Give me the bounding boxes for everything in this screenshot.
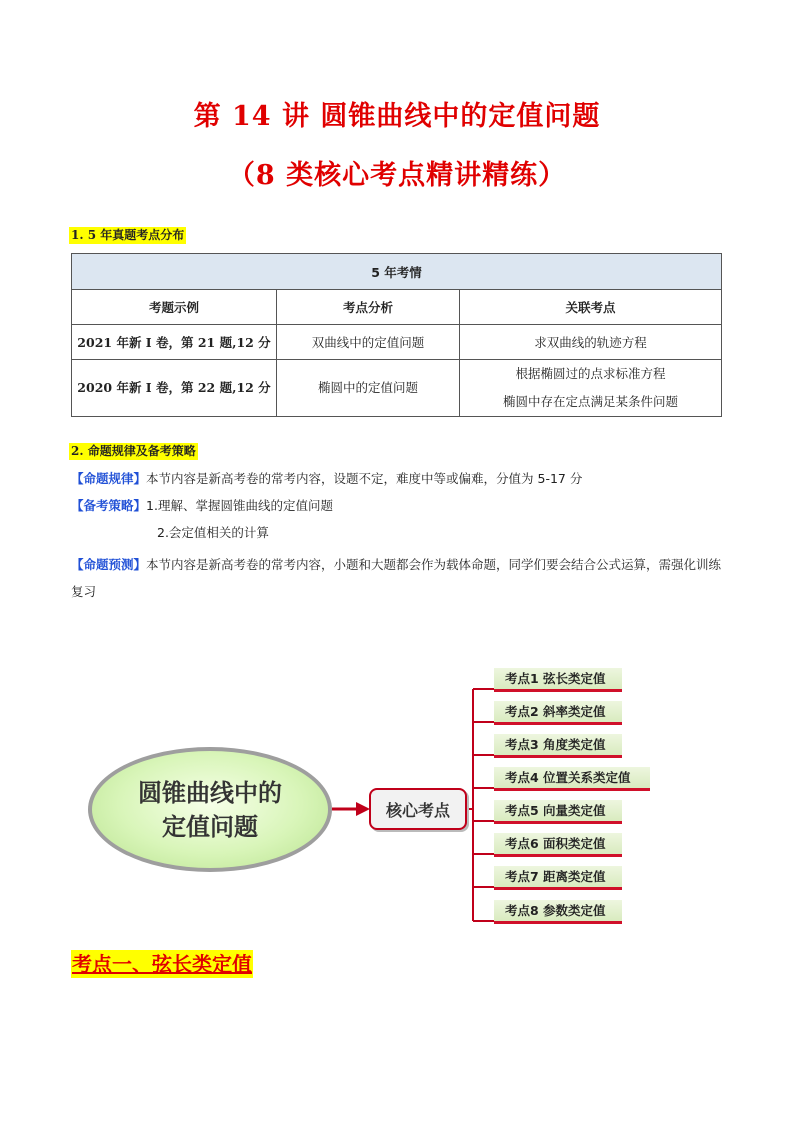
- mindmap-branch-8: 考点8 参数类定值: [494, 900, 622, 924]
- table-cell-related: 求双曲线的轨迹方程: [460, 325, 722, 360]
- table-cell-example: 2020 年新 I 卷，第 22 题,12 分: [72, 360, 277, 417]
- table-cell-example: 2021 年新 I 卷，第 21 题,12 分: [72, 325, 277, 360]
- mindmap-branch-7: 考点7 距离类定值: [494, 866, 622, 890]
- mindmap-branch-2: 考点2 斜率类定值: [494, 701, 622, 725]
- table-header-analysis: 考点分析: [277, 290, 460, 325]
- rules-text: 本节内容是新高考卷的常考内容，设题不定，难度中等或偏难，分值为 5-17 分: [146, 471, 583, 486]
- strategy-label: 【备考策略】: [71, 498, 147, 513]
- mindmap-branch-4: 考点4 位置关系类定值: [494, 767, 650, 791]
- mindmap-root: [88, 747, 332, 872]
- mindmap-core-node: 核心考点: [369, 788, 467, 830]
- root-label-line2: 定值问题: [162, 812, 258, 841]
- table-caption: 5 年考情: [72, 254, 722, 290]
- table-cell-analysis: 椭圆中的定值问题: [277, 360, 460, 417]
- page-subtitle: （8 类核心考点精讲精练）: [227, 160, 567, 191]
- rules-label: 【命题规律】: [71, 471, 147, 486]
- table-cell-analysis: 双曲线中的定值问题: [277, 325, 460, 360]
- related-item: 椭圆中存在定点满足某条件问题: [502, 394, 678, 409]
- strategy-item-2: 2.会定值相关的计算: [157, 525, 269, 540]
- page-title: 第 14 讲 圆锥曲线中的定值问题: [193, 101, 601, 132]
- table-header-related: 关联考点: [460, 290, 722, 325]
- mindmap-branch-5: 考点5 向量类定值: [494, 800, 622, 824]
- arrow-head-icon: [356, 802, 370, 816]
- forecast-label: 【命题预测】: [71, 557, 147, 572]
- section1-heading: 1. 5 年真题考点分布: [71, 228, 185, 242]
- forecast-text: 本节内容是新高考卷的常考内容，小题和大题都会作为载体命题，同学们要会结合公式运算，需强化训练复习: [71, 557, 722, 599]
- related-item: 根据椭圆过的点求标准方程: [515, 366, 666, 381]
- table-header-example: 考题示例: [72, 290, 277, 325]
- mindmap-branch-3: 考点3 角度类定值: [494, 734, 622, 758]
- strategy-item-1: 1.理解、掌握圆锥曲线的定值问题: [146, 498, 333, 513]
- topic1-heading: 考点一、弦长类定值: [72, 952, 252, 976]
- section2-heading: 2. 命题规律及备考策略: [71, 444, 196, 458]
- root-label-line1: 圆锥曲线中的: [138, 778, 282, 807]
- mindmap-branch-6: 考点6 面积类定值: [494, 833, 622, 857]
- mindmap-branch-1: 考点1 弦长类定值: [494, 668, 622, 692]
